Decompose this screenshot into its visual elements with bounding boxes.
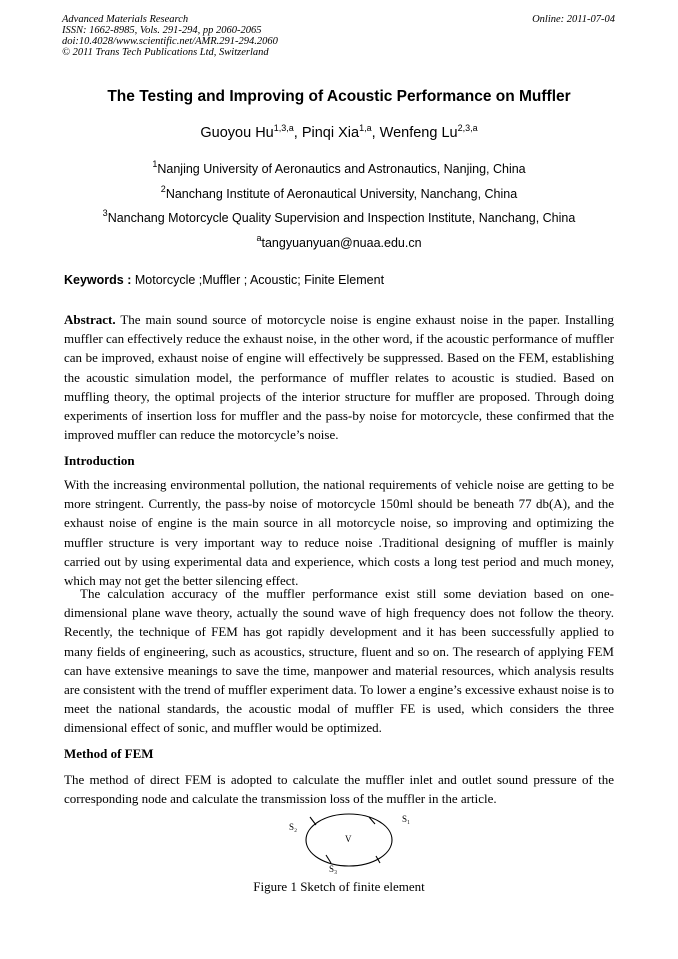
author-affil-sup: 2,3,a — [457, 123, 478, 133]
affiliation-text: Nanchang Motorcycle Quality Supervision and Inspection Institute, Nanchang, China — [107, 211, 576, 225]
author-affil-sup: 1,a — [359, 123, 372, 133]
journal-name: Advanced Materials Research — [62, 14, 189, 25]
online-date: Online: 2011-07-04 — [532, 14, 615, 25]
author-affil-sup: 1,3,a — [273, 123, 294, 133]
paper-title: The Testing and Improving of Acoustic Performance on Muffler — [107, 88, 571, 105]
abstract-label: Abstract. — [64, 312, 116, 327]
doi-line[interactable]: doi:10.4028/www.scientific.net/AMR.291-294.2060 — [62, 36, 278, 47]
affiliation-sup: 1 — [152, 159, 158, 169]
intro-paragraph-2: The calculation accuracy of the muffler performance exist still some deviation based on one-dimensional plane wave theory, actually the sound wave of high frequency does not follow the theory. Recently, the technique of FEM has got rapidly development and it has been successfully applied to many fields of engineering, such as acoustics, structure, fluent and so on. The research of applying FEM can have extensive meanings to save the time, manpower and material resources, which analysis results are consistent with the trend of muffler experiment data. To lower a engine’s excessive exhaust noise is to meet the national standards, the acoustic modal of muffler FE is used, which considers the three dimensional effect of sonic, and muffler would be optimized. — [64, 586, 614, 736]
affiliation-text: Nanchang Institute of Aeronautical University, Nanchang, China — [165, 187, 518, 201]
figure-caption: Figure 1 Sketch of finite element — [253, 879, 425, 894]
keywords-text: Motorcycle ;Muffler ; Acoustic; Finite Element — [134, 273, 385, 287]
author-separator: , — [371, 125, 380, 141]
keywords-label: Keywords : — [64, 273, 132, 287]
issn-line: ISSN: 1662-8985, Vols. 291-294, pp 2060-2065 — [62, 25, 262, 36]
section-heading-introduction: Introduction — [64, 453, 135, 468]
section-heading-method: Method of FEM — [64, 746, 154, 761]
author-separator: , — [293, 125, 302, 141]
method-paragraph-1: The method of direct FEM is adopted to calculate the muffler inlet and outlet sound pressure of the corresponding node and calculate the transmission loss of the muffler in the article. — [64, 772, 614, 807]
label-volume: V — [345, 834, 352, 844]
intro-paragraph-1: With the increasing environmental pollution, the national requirements of vehicle noise are getting to be more stringent. Currently, the pass-by noise of motorcycle 150ml should be beneath 77 db(A), and the exhaust noise of engine is the main source in all motorcycle noise, so improving and optimizing the muffler structure is very important way to reduce noise .Traditional designing of muffler is mainly carried out by using experimental data and experience, which costs a long test period and much money, which may not get the better silencing effect. — [64, 477, 614, 589]
affiliation-sup: 3 — [102, 208, 108, 218]
boundary-marker-s2 — [310, 817, 316, 825]
label-s3: S₃ — [329, 864, 338, 874]
author-name: Pinqi Xia — [301, 125, 360, 141]
author-name: Wenfeng Lu — [379, 125, 458, 141]
email-address[interactable]: tangyuanyuan@nuaa.edu.cn — [261, 236, 422, 250]
label-s1: S₁ — [402, 814, 411, 824]
author-name: Guoyou Hu — [200, 125, 274, 141]
affiliation-text: Nanjing University of Aeronautics and Astronautics, Nanjing, China — [157, 162, 526, 176]
label-s2: S₂ — [289, 822, 298, 832]
abstract-text: The main sound source of motorcycle noise is engine exhaust noise in the paper. Installing muffler can effectively reduce the exhaust noise, in the other word, if the acoustic performance of muffler can be improved, exhaust noise of engine will effectively be suppressed. Based on the FEM, establishing the acoustic simulation model, the performance of muffler relates to acoustic is studied. Based on muffling theory, the optimal projects of the interior structure for muffler are proposed. Through doing experiments of insertion loss for muffler and the pass-by noise for motorcycle, these confirmed that the improved muffler can reduce the motorcycle’s noise. — [64, 312, 615, 443]
affiliation-sup: 2 — [160, 184, 166, 194]
email-sup: a — [256, 233, 262, 243]
copyright-line: © 2011 Trans Tech Publications Ltd, Switzerland — [62, 47, 269, 58]
